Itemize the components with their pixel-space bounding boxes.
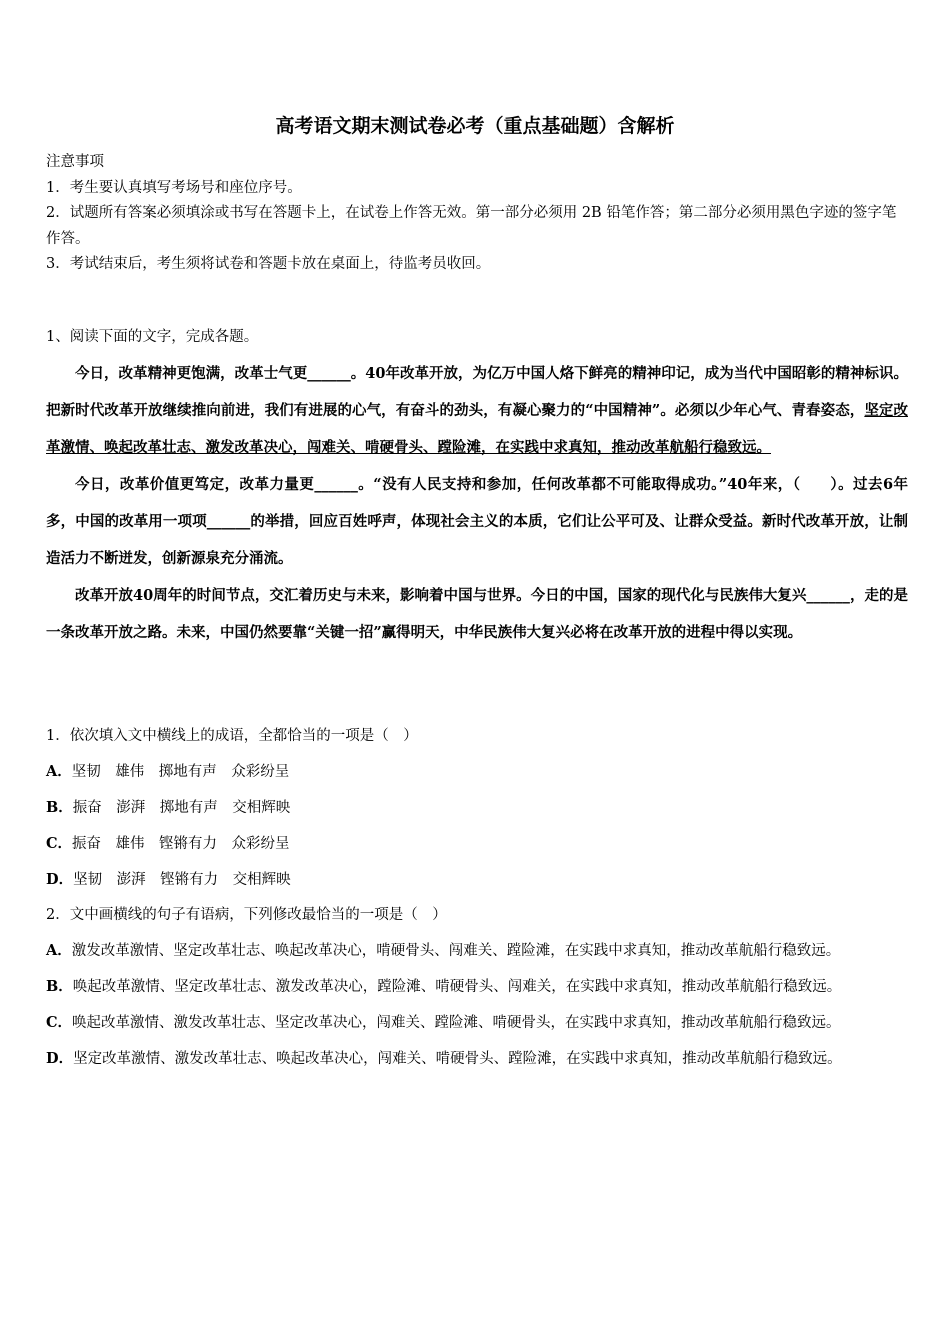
option-text: 振奋 澎湃 掷地有声 交相辉映 [72, 800, 291, 816]
question-1-option-d [46, 862, 908, 898]
question-2-stem: 2．文中画横线的句子有语病，下列修改最恰当的一项是（ ） [46, 907, 447, 923]
question-2-option-a [46, 933, 908, 969]
option-letter: A． [46, 942, 72, 959]
passage-paragraph-1 [46, 355, 908, 466]
notes-item: 3．考试结束后，考生须将试卷和答题卡放在桌面上，待监考员收回。 [46, 256, 491, 272]
questions-section [46, 719, 908, 1077]
page-title: 高考语文期末测试卷必考（重点基础题）含解析 [275, 115, 675, 137]
option-text: 坚定改革激情、激发改革壮志、唤起改革决心，闯难关、啃硬骨头、蹚险滩，在实践中求真知，推动改革航船行稳致远。 [73, 1051, 842, 1067]
underlined-sentence: 坚定改革激情、唤起改革壮志、激发改革决心，闯难关、啃硬骨头、蹚险滩，在实践中求真知，推动改革航船行稳致远。 [46, 402, 908, 456]
question-1-stem: 1．依次填入文中横线上的成语，全都恰当的一项是（ ） [46, 728, 418, 744]
option-letter: D． [46, 1050, 74, 1067]
option-letter: C． [46, 835, 73, 852]
question-1-option-b [46, 790, 908, 826]
question-1-option-c [46, 826, 908, 862]
option-text: 唤起改革激情、激发改革壮志、坚定改革决心，闯难关、蹚险滩、啃硬骨头，在实践中求真知，推动改革航船行稳致远。 [72, 1015, 841, 1031]
question-2-option-c [46, 1005, 908, 1041]
option-letter: A． [46, 763, 72, 780]
option-text: 坚韧 澎湃 铿锵有力 交相辉映 [73, 872, 291, 888]
notes-item: 1．考生要认真填写考场号和座位序号。 [46, 179, 302, 196]
passage-paragraph-3: 改革开放40周年的时间节点，交汇着历史与未来，影响着中国与世界。今日的中国，国家的现代化与民族伟大复兴______，走的是一条改革开放之路。未来，中国仍然要靠“关键一招”赢得明天，中华民族伟大复兴必将在改革开放的进程中得以实现。 [46, 587, 908, 641]
option-text: 唤起改革激情、坚定改革壮志、激发改革决心，蹚险滩、啃硬骨头、闯难关，在实践中求真知，推动改革航船行稳致远。 [72, 979, 842, 995]
question-1-option-a [46, 754, 908, 790]
notes-item: 2．试题所有答案必须填涂或书写在答题卡上，在试卷上作答无效。第一部分必须用 2B 铅笔作答；第二部分必须用黑色字迹的签字笔作答。 [46, 205, 897, 247]
option-text: 坚韧 雄伟 掷地有声 众彩纷呈 [71, 764, 290, 780]
notes-heading: 注意事项 [46, 154, 104, 170]
option-letter: D． [46, 871, 74, 888]
option-text: 振奋 雄伟 铿锵有力 众彩纷呈 [72, 836, 290, 852]
section-heading: 1、阅读下面的文字，完成各题。 [46, 329, 259, 345]
option-letter: B． [46, 799, 73, 816]
option-letter: B． [46, 978, 73, 995]
option-letter: C． [46, 1014, 73, 1031]
passage-text: 今日，改革精神更饱满，改革士气更______。40年改革开放，为亿万中国人烙下鲜亮的精神印记，成为当代中国昭彰的精神标识。把新时代改革开放继续推向前进，我们有进展的心气，有奋斗的劲头，有凝心聚力的“中国精神”。必须以少年心气、青春姿态， [46, 365, 908, 419]
notes-section [46, 150, 908, 278]
question-2-option-d [46, 1041, 908, 1077]
option-text: 激发改革激情、坚定改革壮志、唤起改革决心，啃硬骨头、闯难关、蹚险滩，在实践中求真知，推动改革航船行稳致远。 [71, 943, 841, 959]
passage-paragraph-2: 今日，改革价值更笃定，改革力量更______。“没有人民支持和参加，任何改革都不可能取得成功。”40年来，（ ）。过去6年多，中国的改革用一项项______的举措，回应百姓呼声，体现社会主义的本质，它们让公平可及、让群众受益。新时代改革开放，让制造活力不断迸发，创新源泉充分涌流。 [46, 476, 908, 567]
reading-passage [46, 355, 908, 651]
question-2-option-b [46, 969, 908, 1005]
